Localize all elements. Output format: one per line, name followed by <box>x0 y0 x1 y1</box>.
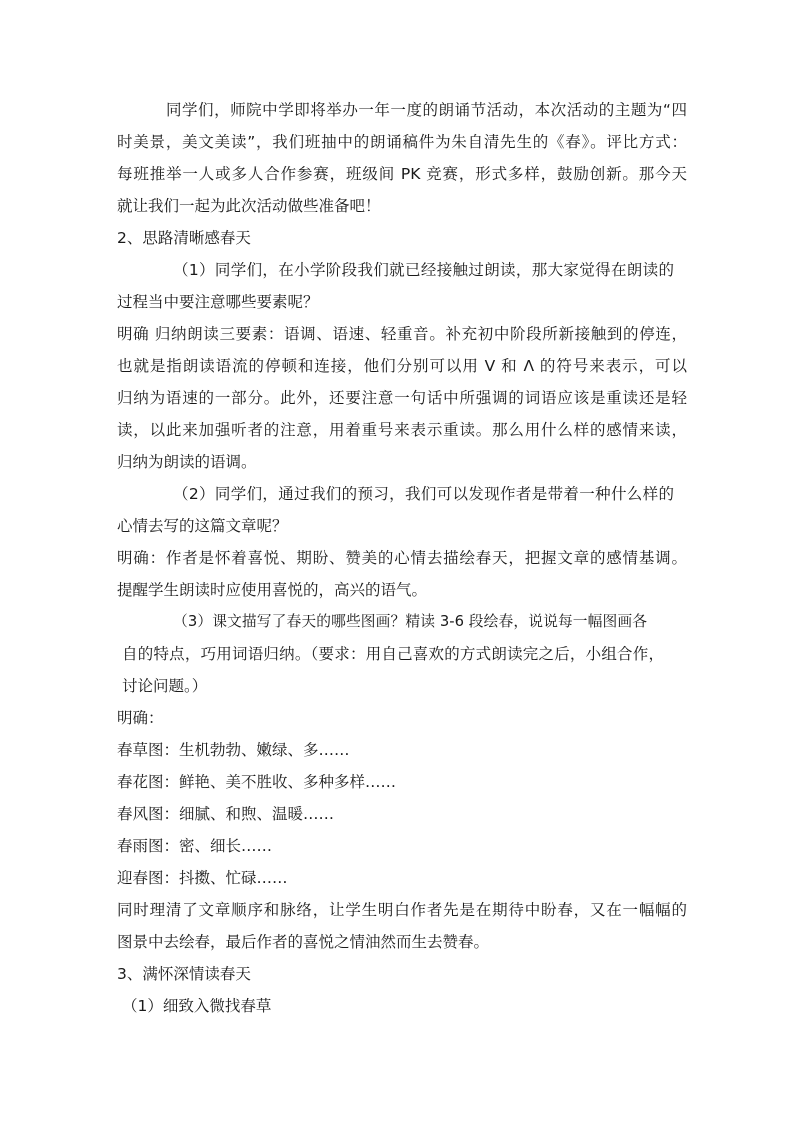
answer-3-item-wind: 春风图：细腻、和煦、温暖…… <box>117 805 335 823</box>
question-1-line-1: （1）同学们，在小学阶段我们就已经接触过朗读，那大家觉得在朗读的 <box>173 261 674 279</box>
answer-3-item-grass: 春草图：生机勃勃、嫩绿、多…… <box>117 741 350 759</box>
intro-line-3: 每班推举一人或多人合作参赛，班级间 PK 竞赛，形式多样，鼓励创新。那今天 <box>117 165 687 183</box>
question-3-line-2: 自的特点，巧用词语归纳。（要求：用自己喜欢的方式朗读完之后，小组合作， <box>122 645 664 663</box>
question-3-line-3: 讨论问题。） <box>122 677 208 695</box>
answer-1-line-3: 归纳为语速的一部分。此外，还要注意一句话中所强调的词语应该是重读还是轻 <box>117 389 687 407</box>
subsection-heading-3-1: （1）细致入微找春草 <box>122 997 272 1015</box>
intro-line-1: 同学们，师院中学即将举办一年一度的朗诵节活动，本次活动的主题为“四 <box>166 101 687 119</box>
intro-line-4: 就让我们一起为此次活动做些准备吧！ <box>117 197 381 215</box>
question-3-line-1: （3）课文描写了春天的哪些图画？精读 3-6 段绘春，说说每一幅图画各 <box>173 613 647 630</box>
section-heading-3: 3、满怀深情读春天 <box>117 965 251 983</box>
answer-1-line-5: 归纳为朗读的语调。 <box>117 453 257 471</box>
answer-3-item-welcome: 迎春图：抖擞、忙碌…… <box>117 869 288 887</box>
question-1-line-2: 过程当中要注意哪些要素呢？ <box>117 293 319 311</box>
question-2-line-2: 心情去写的这篇文章呢？ <box>117 517 288 535</box>
answer-1-line-1: 明确 归纳朗读三要素：语调、语速、轻重音。补充初中阶段所新接触到的停连， <box>117 325 687 343</box>
answer-2-line-1: 明确：作者是怀着喜悦、期盼、赞美的心情去描绘春天，把握文章的感情基调。 <box>117 549 687 567</box>
summary-line-2: 图景中去绘春，最后作者的喜悦之情油然而生去赞春。 <box>117 933 490 951</box>
summary-line-1: 同时理清了文章顺序和脉络，让学生明白作者先是在期待中盼春，又在一幅幅的 <box>117 901 687 919</box>
section-heading-2: 2、思路清晰感春天 <box>117 229 251 247</box>
intro-line-2: 时美景，美文美读”，我们班抽中的朗诵稿件为朱自清先生的《春》。评比方式： <box>117 133 687 151</box>
answer-1-line-4: 读，以此来加强听者的注意，用着重号来表示重读。那么用什么样的感情来读， <box>117 421 687 439</box>
answer-2-line-2: 提醒学生朗读时应使用喜悦的，高兴的语气。 <box>117 581 428 599</box>
answer-3-item-rain: 春雨图：密、细长…… <box>117 837 273 855</box>
answer-3-label: 明确： <box>117 709 164 727</box>
answer-3-item-flowers: 春花图：鲜艳、美不胜收、多种多样…… <box>117 773 397 791</box>
question-2-line-1: （2）同学们，通过我们的预习，我们可以发现作者是带着一种什么样的 <box>173 485 674 503</box>
answer-1-line-2: 也就是指朗读语流的停顿和连接，他们分别可以用 V 和 Λ 的符号来表示，可以 <box>117 357 687 375</box>
